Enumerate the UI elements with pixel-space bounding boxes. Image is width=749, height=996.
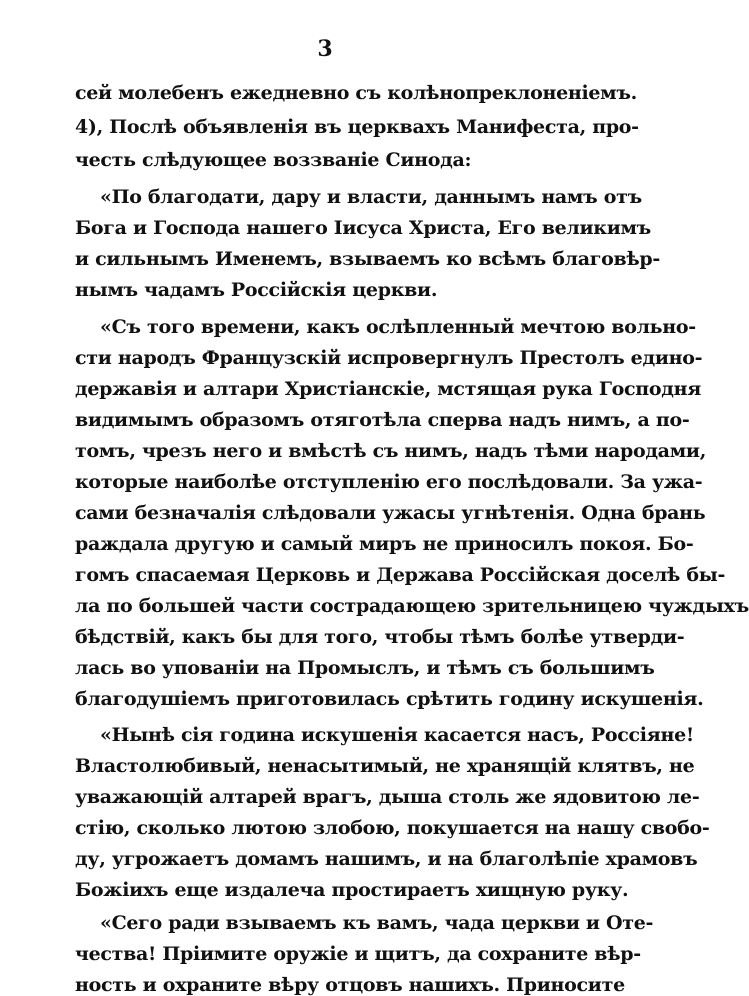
text-line: благодушіемъ приготовилась срѣтить годину искушенія. xyxy=(75,688,704,710)
text-line: чества! Пріимите оружіе и щитъ, да сохраните вѣр- xyxy=(75,943,641,965)
text-line: ла по большей части сострадающею зрительницею чуждыхъ xyxy=(75,595,749,617)
text-line: Божіихъ еще издалеча простираетъ хищную руку. xyxy=(75,879,629,901)
text-line: бѣдствій, какъ бы для того, чтобы тѣмъ болѣе утверди- xyxy=(75,626,685,648)
text-line: ду, угрожаетъ домамъ нашимъ, и на благолѣпіе храмовъ xyxy=(75,848,698,870)
text-line: и сильнымъ Именемъ, взываемъ ко всѣмъ благовѣр- xyxy=(75,248,660,270)
page-number: 3 xyxy=(317,36,333,62)
text-line: честь слѣдующее воззваніе Синода: xyxy=(75,149,472,171)
text-line: Бога и Господа нашего Іисуса Христа, Его великимъ xyxy=(75,217,651,239)
text-line: сей молебенъ ежедневно съ колѣнопреклоненіемъ. xyxy=(75,82,637,104)
text-line: «Сего ради взываемъ къ вамъ, чада церкви и Оте- xyxy=(100,912,654,934)
text-line: ность и охраните вѣру отцовъ нашихъ. Приносите xyxy=(75,974,625,996)
text-line: сти народъ Французскій испровергнулъ Престолъ едино- xyxy=(75,347,703,369)
text-line: раждала другую и самый миръ не приносилъ покоя. Бо- xyxy=(75,533,694,555)
text-line: которые наиболѣе отступленію его послѣдовали. За ужа- xyxy=(75,471,703,493)
text-line: державія и алтари Христіанскіе, мстящая рука Господня xyxy=(75,378,701,400)
text-line: видимымъ образомъ отяготѣла сперва надъ нимъ, а по- xyxy=(75,409,690,431)
text-line: томъ, чрезъ него и вмѣстѣ съ нимъ, надъ тѣми народами, xyxy=(75,440,707,462)
text-line: лась во упованіи на Промыслъ, и тѣмъ съ большимъ xyxy=(75,657,655,679)
text-line: «По благодати, дару и власти, даннымъ намъ отъ xyxy=(100,186,642,208)
text-line: стію, сколько лютою злобою, покушается на нашу свобо- xyxy=(75,817,710,839)
text-line: уважающій алтарей врагъ, дыша столь же ядовитою ле- xyxy=(75,786,700,808)
text-line: «Нынѣ сія година искушенія касается насъ, Россіяне! xyxy=(100,724,694,746)
text-line: гомъ спасаемая Церковь и Держава Россійская доселѣ бы- xyxy=(75,564,726,586)
text-line: сами безначалія слѣдовали ужасы угнѣтенія. Одна брань xyxy=(75,502,706,524)
text-line: нымъ чадамъ Россійскія церкви. xyxy=(75,279,438,301)
text-line: Властолюбивый, ненасытимый, не хранящій клятвъ, не xyxy=(75,755,695,777)
text-line: 4), Послѣ объявленія въ церквахъ Манифеста, про- xyxy=(75,116,639,138)
text-line: «Съ того времени, какъ ослѣпленный мечтою вольно- xyxy=(100,316,696,338)
